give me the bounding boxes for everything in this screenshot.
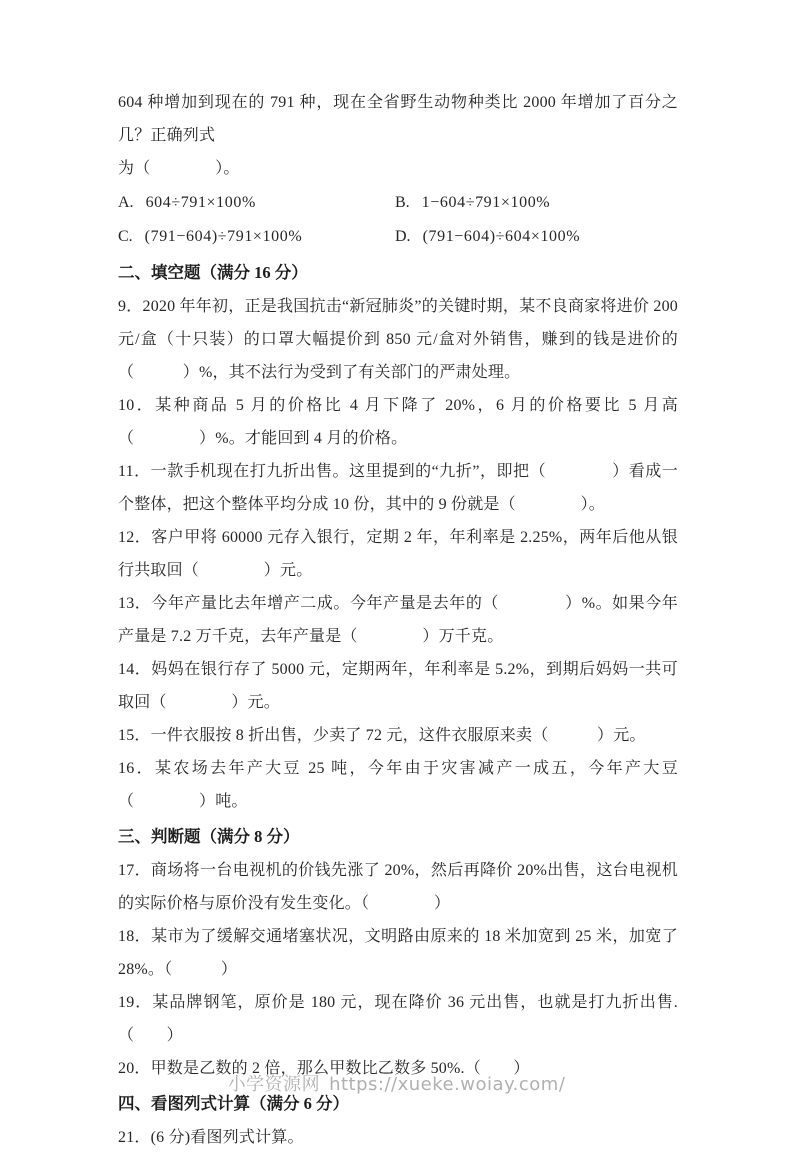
question-10: 10．某种商品 5 月的价格比 4 月下降了 20%，6 月的价格要比 5 月高（ ）%。才能回到 4 月的价格。 [118, 397, 678, 447]
section-3-title: 三、判断题（满分 8 分） [118, 827, 300, 846]
choice-d-formula: (791−604)÷604×100% [422, 228, 581, 245]
question-8-line1: 604 种增加到现在的 791 种，现在全省野生动物种类比 2000 年增加了百分之几？正确列式 [118, 94, 678, 144]
choice-b [395, 186, 678, 220]
choice-a-formula: 604÷791×100% [145, 194, 256, 211]
choice-c-formula: (791−604)÷791×100% [144, 228, 303, 245]
question-16: 16．某农场去年产大豆 25 吨，今年由于灾害减产一成五，今年产大豆（ ）吨。 [118, 760, 678, 810]
choice-grid [118, 186, 678, 254]
choice-d [395, 220, 678, 254]
footer-site-name: 小学资源网 [227, 1074, 321, 1095]
choice-a-label: A. [118, 194, 134, 211]
choice-c [118, 220, 395, 254]
question-19: 19．某品牌钢笔，原价是 180 元，现在降价 36 元出售，也就是打九折出售. （ ） [118, 994, 711, 1044]
question-21: 21．(6 分)看图列式计算。 [118, 1129, 304, 1146]
choice-b-label: B. [395, 194, 410, 211]
choice-d-label: D. [395, 228, 411, 245]
question-8-line2: 为（ ）。 [118, 160, 240, 177]
question-15: 15．一件衣服按 8 折出售，少卖了 72 元，这件衣服原来卖（ ）元。 [118, 727, 646, 744]
footer-url: https://xueke.woiay.com/ [329, 1074, 566, 1095]
choice-b-formula: 1−604÷791×100% [421, 194, 551, 211]
question-18: 18．某市为了缓解交通堵塞状况，文明路由原来的 18 米加宽到 25 米，加宽了 28%。（ ） [118, 928, 678, 978]
choice-c-label: C. [118, 228, 133, 245]
section-4-title: 四、看图列式计算（满分 6 分） [118, 1094, 349, 1113]
question-9: 9．2020 年年初，正是我国抗击“新冠肺炎”的关键时期，某不良商家将进价 200 元/盒（十只装）的口罩大幅提价到 850 元/盒对外销售，赚到的钱是进价的（ ）%，其不法行为受到了有关部门的严肃处理。 [118, 298, 678, 381]
question-11: 11．一款手机现在打九折出售。这里提到的“九折”，即把（ ）看成一个整体，把这个整体平均分成 10 份，其中的 9 份就是（ ）。 [118, 463, 678, 513]
choice-a [118, 186, 395, 220]
question-13: 13．今年产量比去年增产二成。今年产量是去年的（ ）%。如果今年产量是 7.2 万千克，去年产量是（ ）万千克。 [118, 595, 678, 645]
footer-watermark [0, 1070, 793, 1096]
exam-content [118, 86, 711, 1154]
question-14: 14．妈妈在银行存了 5000 元，定期两年，年利率是 5.2%，到期后妈妈一共可取回（ ）元。 [118, 661, 678, 711]
section-2-title: 二、填空题（满分 16 分） [118, 263, 308, 282]
question-20: 20．甲数是乙数的 2 倍，那么甲数比乙数多 50%.（ ） [118, 1060, 530, 1077]
question-17: 17．商场将一台电视机的价钱先涨了 20%，然后再降价 20%出售，这台电视机的实际价格与原价没有发生变化。（ ） [118, 862, 678, 912]
question-12: 12．客户甲将 60000 元存入银行，定期 2 年，年利率是 2.25%，两年后他从银行共取回（ ）元。 [118, 529, 678, 579]
